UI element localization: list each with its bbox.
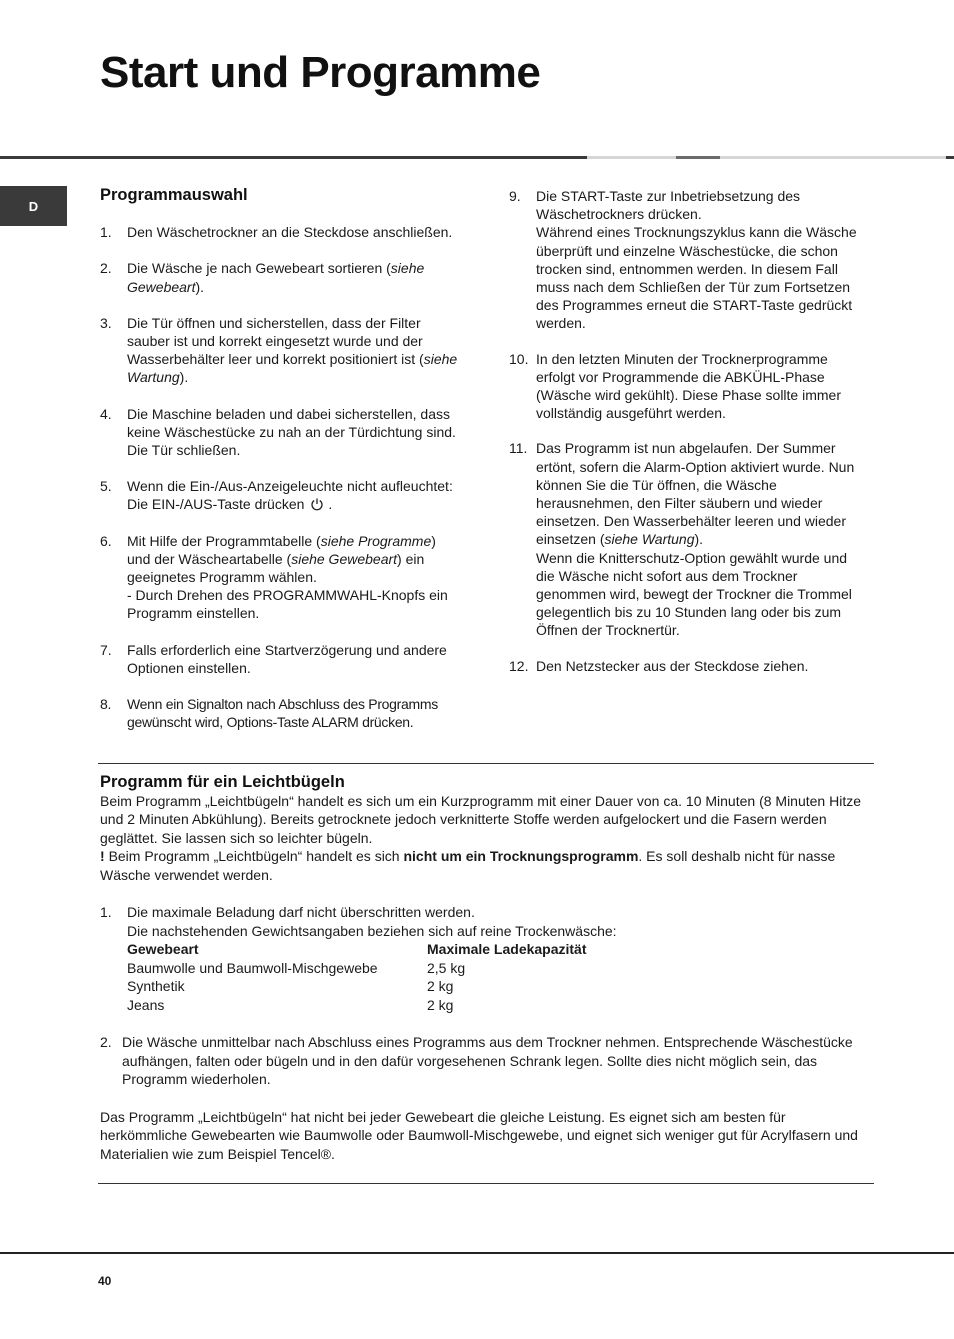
step-text: Wenn die Ein-/Aus-Anzeigeleuchte nicht aufleuchtet: Die EIN-/AUS-Taste drücken (127, 478, 453, 513)
header-rule-end (946, 156, 954, 159)
step-number: 7. (100, 641, 112, 658)
step-text-end: ). (195, 278, 205, 295)
step-11 (509, 439, 869, 639)
column-header: Gewebeart (127, 941, 199, 957)
section-heading-leichtbuegeln: Programm für ein Leichtbügeln (100, 773, 345, 791)
leichtbuegeln-section (100, 773, 870, 1163)
step-text-mid: ) und der Wäscheartabelle ( (127, 532, 436, 567)
step-number: 3. (100, 314, 112, 331)
section-heading-programmauswahl: Programmauswahl (100, 186, 248, 204)
step-text: Mit Hilfe der Programmtabelle ( (127, 532, 321, 549)
left-column (100, 186, 460, 731)
table-row (127, 977, 587, 996)
cross-reference: siehe Gewebeart (127, 260, 425, 295)
warning-text: Beim Programm „Leichtbügeln“ handelt es sich (108, 848, 400, 864)
section-divider (98, 763, 874, 764)
column-header: Maximale Ladekapazität (427, 941, 587, 957)
header-rule-dark (0, 156, 587, 159)
step-subnote: - Durch Drehen des PROGRAMMWAHL-Knopfs ein Programm einstellen. (127, 587, 448, 622)
step-text: Den Wäschetrockner an die Steckdose anschließen. (127, 224, 453, 241)
step-text: Die Maschine beladen und dabei sicherstellen, dass keine Wäschestücke zu nah an der Türdichtung sind. Die Tür schließen. (127, 405, 456, 459)
instruction-1 (100, 903, 870, 1014)
step-text: Die Wäsche je nach Gewebeart sortieren ( (127, 260, 391, 277)
step-7 (100, 641, 460, 677)
step-3 (100, 314, 460, 387)
page-number: 40 (98, 1274, 112, 1288)
step-number: 1. (100, 224, 112, 241)
step-1 (100, 223, 460, 241)
instructions-list (100, 903, 870, 1089)
step-subnote: Wenn die Knitterschutz-Option gewählt wurde und die Wäsche nicht sofort aus dem Trockner genommen wird, bewegt der Trockner die Trommel gelegentlich bis zu 10 Stunden lang oder bis zum Öffnen der Trocknertür. (536, 549, 852, 639)
cross-reference: siehe Wartung (127, 351, 458, 386)
step-subnote: Während eines Trocknungszyklus kann die Wäsche überprüft und einzelne Wäschestücke, die schon trocken sind, entnommen werden. In diesem Fall muss nach dem Schließen der Tür zum Fortsetzen des Programmes erneut die START-Taste gedrückt werden. (536, 224, 857, 332)
warning-mark: ! (100, 848, 105, 864)
step-text: Den Netzstecker aus der Steckdose ziehen. (536, 657, 809, 674)
step-9 (509, 187, 869, 333)
step-12 (509, 657, 869, 675)
instruction-text: Die maximale Beladung darf nicht überschritten werden. (127, 904, 475, 920)
step-number: 2. (100, 260, 112, 277)
table-cell: 2 kg (427, 978, 454, 994)
language-tab: D (0, 186, 67, 226)
step-text: In den letzten Minuten der Trocknerprogramme erfolgt vor Programmende die ABKÜHL-Phase (Wäsche wird gekühlt). Diese Phase sollte immer vollständig ausgeführt werden. (536, 350, 841, 422)
step-text: Falls erforderlich eine Startverzögerung und andere Optionen einstellen. (127, 641, 447, 676)
right-column (509, 187, 869, 675)
cross-reference: siehe Wartung (604, 531, 695, 548)
step-text: Die START-Taste zur Inbetriebsetzung des Wäschetrockners drücken. (536, 188, 801, 223)
step-6 (100, 532, 460, 623)
step-10 (509, 350, 869, 423)
step-2 (100, 259, 460, 295)
step-number: 8. (100, 696, 112, 713)
table-cell: Baumwolle und Baumwoll-Mischgewebe (127, 959, 378, 976)
steps-list (100, 223, 460, 731)
step-text-end: ) ein geeignetes Programm wählen. (127, 550, 425, 586)
step-number: 4. (100, 405, 112, 422)
header-rule-light (587, 156, 676, 159)
table-cell: Jeans (127, 996, 165, 1013)
power-icon (310, 497, 324, 511)
intro-paragraph: Beim Programm „Leichtbügeln“ handelt es sich um ein Kurzprogramm mit einer Dauer von ca. 10 Minuten (8 Minuten Hitze und 2 Minuten Abkühlung). Bereits getrocknete jedoch verknitterte Stoffe werden aufgelockert und die Fasern werden geglättet. Sie lassen sich so leichter bügeln. (100, 792, 862, 846)
page-title: Start und Programme (100, 48, 541, 97)
load-capacity-table (127, 940, 587, 1014)
cross-reference: siehe Programme (320, 532, 432, 549)
step-number: 10. (509, 350, 529, 367)
step-4 (100, 405, 460, 460)
step-number: 11. (509, 440, 528, 457)
instruction-number: 2. (100, 1034, 112, 1050)
warning-emphasis: nicht um ein Trocknungsprogramm (403, 848, 639, 864)
step-number: 12. (509, 657, 529, 674)
step-number: 5. (100, 478, 112, 495)
step-text: Wenn ein Signalton nach Abschluss des Programms gewünscht wird, Options-Taste ALARM drücken. (127, 696, 438, 731)
step-5 (100, 477, 460, 513)
cross-reference: siehe Gewebeart (291, 550, 398, 567)
step-text: Das Programm ist nun abgelaufen. Der Summer ertönt, sofern die Alarm-Option aktiviert wurde. Nun können Sie die Tür öffnen, die Wäsche herausnehmen, den Filter säubern und wieder einsetzen. Den Wasserbehälter leeren und wieder einsetzen ( (536, 440, 855, 548)
instruction-text: Die nachstehenden Gewichtsangaben beziehen sich auf reine Trockenwäsche: (127, 922, 617, 939)
table-row (127, 959, 587, 978)
footer-rule (0, 1252, 954, 1254)
step-number: 9. (509, 188, 521, 204)
table-row (127, 996, 587, 1015)
steps-list-continued (509, 187, 869, 675)
section-end-divider (98, 1183, 874, 1184)
table-header-row (127, 940, 587, 959)
warning-paragraph (100, 847, 870, 884)
table-cell: 2,5 kg (427, 959, 466, 976)
step-text-end: ). (694, 531, 704, 548)
table-cell: Synthetik (127, 978, 185, 994)
step-8 (100, 695, 460, 731)
closing-paragraph: Das Programm „Leichtbügeln“ hat nicht bei jeder Gewebeart die gleiche Leistung. Es eignet sich am besten für herkömmliche Gewebearten wie Baumwolle oder Baumwoll-Mischgewebe, und eignet sich weniger gut für Acrylfasern und Materialien wie zum Beispiel Tencel®. (100, 1108, 858, 1162)
header-rule-light-2 (720, 156, 946, 159)
step-text: Die Tür öffnen und sicherstellen, dass der Filter sauber ist und korrekt eingesetzt wurde und der Wasserbehälter leer und korrekt positioniert ist ( (127, 314, 424, 368)
table-cell: 2 kg (427, 996, 454, 1013)
instruction-number: 1. (100, 904, 112, 920)
warning-text-end: . Es soll deshalb nicht für nasse Wäsche verwendet werden. (100, 848, 836, 883)
step-text-end: . (328, 496, 333, 513)
header-rule-mid (676, 156, 720, 159)
instruction-2 (100, 1033, 870, 1089)
instruction-text: Die Wäsche unmittelbar nach Abschluss eines Programms aus dem Trockner nehmen. Entsprechende Wäschestücke aufhängen, falten oder bügeln und in den dafür vorgesehenen Schrank legen. Sollte dies nicht möglich sein, das Programm wiederholen. (122, 1034, 853, 1087)
step-text-end: ). (179, 369, 189, 386)
step-number: 6. (100, 532, 112, 549)
